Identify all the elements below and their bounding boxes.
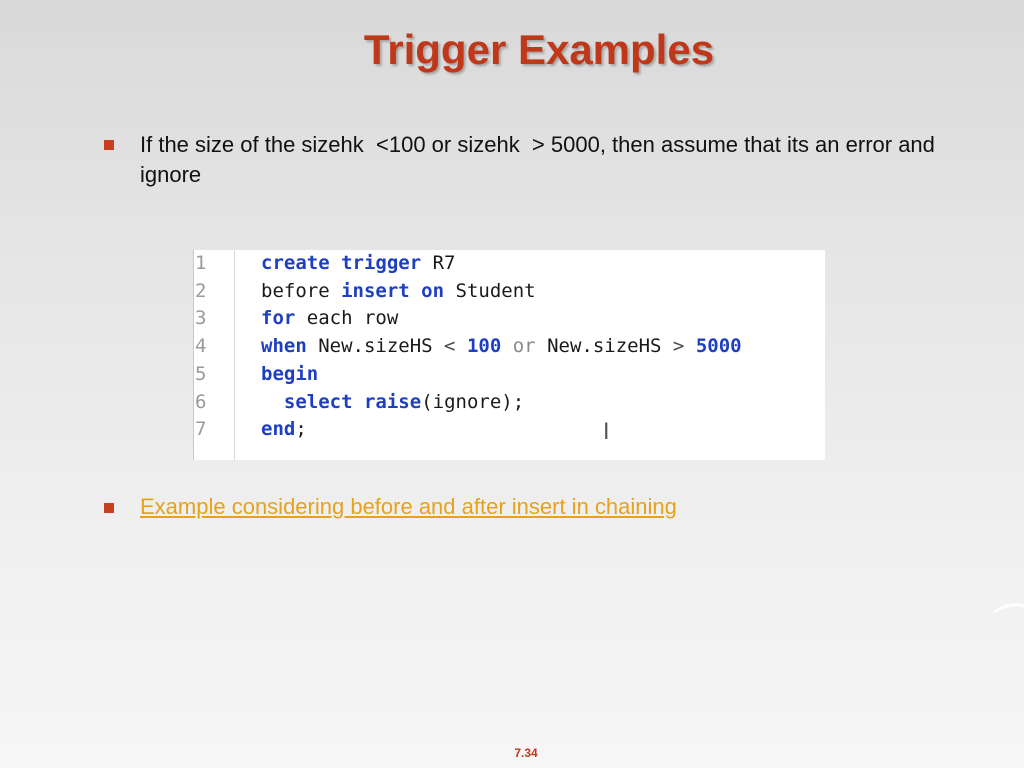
example-chaining-link[interactable]: Example considering before and after insert in chaining (140, 494, 677, 519)
code-token: each row (295, 307, 399, 330)
code-line (193, 305, 825, 333)
code-line (193, 333, 825, 361)
code-token: Student (444, 279, 536, 302)
text-cursor-icon: I (603, 420, 610, 445)
code-token: trigger (341, 252, 422, 274)
code-token (261, 391, 284, 413)
code-token: before (261, 279, 342, 302)
code-token: ; (295, 418, 307, 441)
bullet-square-icon (104, 503, 114, 513)
code-text (261, 361, 318, 389)
line-number: 3 (195, 307, 207, 330)
code-token: R7 (421, 252, 456, 274)
code-token (456, 335, 467, 357)
line-number: 4 (195, 335, 207, 358)
code-text (261, 305, 398, 333)
code-line (193, 416, 825, 444)
page-number: 7.34 (514, 746, 538, 760)
code-snippet (193, 250, 825, 460)
code-token: insert (341, 279, 410, 302)
bullet-square-icon (104, 140, 114, 150)
code-text (261, 250, 456, 278)
code-token (353, 391, 364, 413)
code-token: New.sizeHS (535, 335, 673, 358)
line-number: 7 (195, 418, 207, 441)
slide-title: Trigger Examples (363, 26, 715, 73)
code-line (193, 361, 825, 389)
code-token (410, 280, 421, 302)
line-number: 5 (195, 362, 207, 385)
code-token: > (672, 335, 685, 358)
code-token (501, 335, 512, 357)
code-text (261, 389, 524, 417)
code-token: on (421, 279, 445, 302)
bullet-text: If the size of the sizehk <100 or sizehk > 5000, then assume that its an error and ignore (140, 132, 942, 187)
code-token: (ignore); (421, 390, 525, 413)
code-line (193, 250, 825, 278)
code-token (684, 335, 695, 357)
code-token: New.sizeHS (306, 335, 445, 358)
code-line (193, 389, 825, 417)
code-token: 100 (466, 335, 502, 358)
code-text (261, 278, 536, 306)
line-number: 2 (195, 279, 207, 302)
code-token: for (261, 307, 296, 330)
code-token: or (512, 335, 536, 358)
line-number: 6 (195, 390, 207, 413)
code-token: end (261, 418, 296, 441)
code-line (193, 278, 825, 306)
code-token: when (261, 335, 307, 358)
code-token: create (261, 252, 330, 274)
code-token: begin (261, 362, 319, 385)
decorative-curve (994, 600, 1024, 616)
code-token: select (283, 390, 353, 413)
code-token: raise (363, 390, 422, 413)
code-text (261, 333, 742, 361)
code-token: 5000 (695, 335, 742, 358)
code-token: < (444, 335, 456, 358)
line-number: 1 (195, 252, 207, 274)
code-text (261, 416, 307, 444)
code-token (330, 252, 341, 274)
